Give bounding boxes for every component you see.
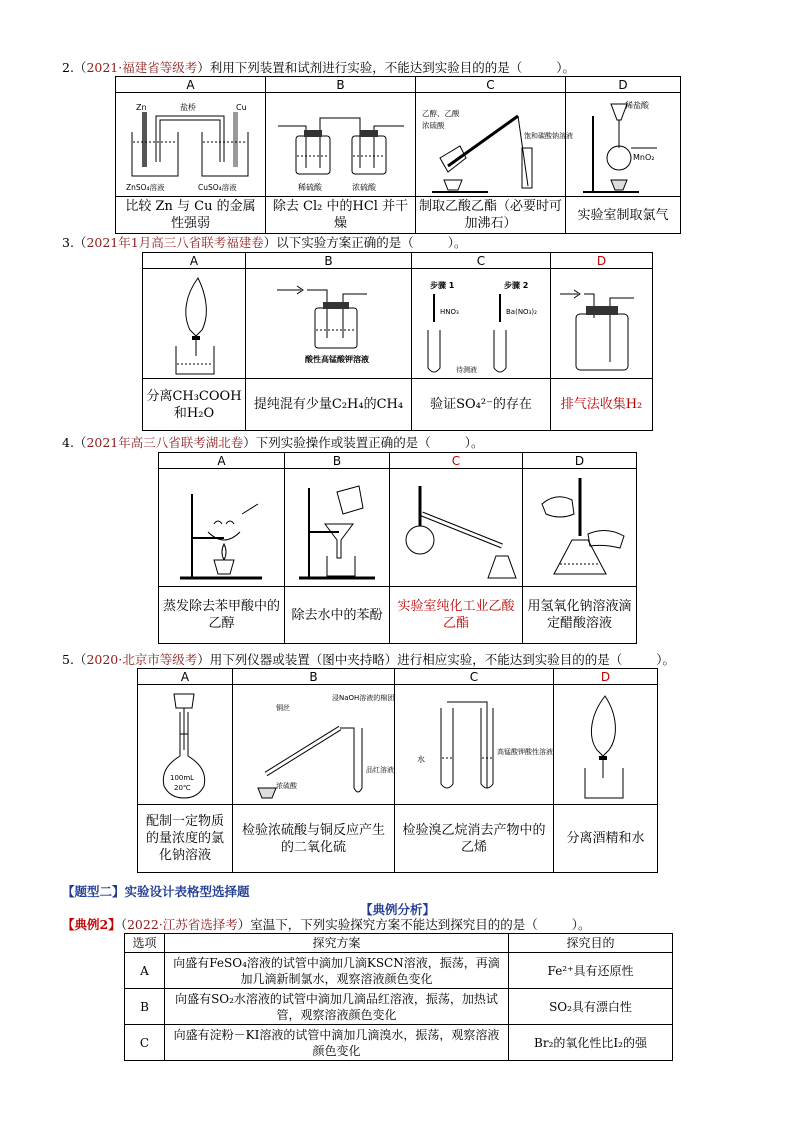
- option-d-caption: 用氢氧化钠溶液滴定醋酸溶液: [523, 587, 637, 644]
- svg-text:ZnSO₄溶液: ZnSO₄溶液: [125, 183, 165, 192]
- svg-text:Cu: Cu: [235, 103, 247, 112]
- gas-washing-bottles-figure: [266, 93, 416, 197]
- galvanic-cell-figure: [116, 93, 266, 197]
- option-b-header: B: [246, 253, 412, 269]
- separatory-funnel-figure: [143, 269, 246, 379]
- example-2-table: [124, 933, 673, 1061]
- option-b-header: B: [266, 77, 416, 93]
- table-cell-goal: Br₂的氧化性比I₂的强: [509, 1025, 673, 1061]
- separatory-funnel-figure: [554, 685, 658, 805]
- example-2-stem: 【典例2】（2022·江苏省选择考）室温下，下列实验探究方案不能达到探究目的的是（ ）。: [62, 917, 591, 932]
- option-c-header: C: [390, 453, 523, 469]
- filtration-figure: [285, 469, 390, 587]
- option-b-caption: 除去水中的苯酚: [285, 587, 390, 644]
- option-a-caption: 分离CH₃COOH和H₂O: [143, 379, 246, 431]
- svg-text:浓硫酸: 浓硫酸: [275, 782, 297, 790]
- svg-text:品红溶液: 品红溶液: [365, 766, 394, 774]
- question-source: 2021年1月高三八省联考福建卷: [86, 235, 264, 250]
- question-3-table: [142, 252, 653, 431]
- question-source: 2020·北京市等级考: [86, 652, 198, 667]
- svg-text:浸NaOH溶液的棉团: 浸NaOH溶液的棉团: [331, 694, 394, 702]
- table-cell-goal: SO₂具有漂白性: [509, 989, 673, 1025]
- svg-text:Ba(NO₃)₂: Ba(NO₃)₂: [506, 308, 537, 316]
- question-source: 2021年高三八省联考湖北卷: [86, 435, 244, 450]
- svg-text:20℃: 20℃: [174, 784, 191, 792]
- svg-text:100mL: 100mL: [170, 774, 195, 782]
- question-2-stem: 2.（2021·福建省等级考）利用下列装置和试剂进行实验，不能达到实验目的的是（ ）。: [62, 60, 576, 75]
- svg-text:铜丝: 铜丝: [275, 704, 290, 712]
- question-2-table: [115, 76, 681, 234]
- svg-text:盐桥: 盐桥: [179, 103, 196, 112]
- option-c-header: C: [412, 253, 551, 269]
- svg-text:稀盐酸: 稀盐酸: [625, 101, 649, 110]
- option-c-caption: 验证SO₄²⁻的存在: [412, 379, 551, 431]
- ethylene-test-figure: [395, 685, 554, 805]
- section-subtitle: 【典例分析】: [360, 902, 436, 917]
- question-4-table: [158, 452, 637, 644]
- option-a-caption: 比较 Zn 与 Cu 的金属性强弱: [116, 197, 266, 234]
- question-5-table: [137, 668, 658, 873]
- svg-text:稀硫酸: 稀硫酸: [297, 183, 322, 192]
- column-header: 探究方案: [165, 934, 509, 953]
- svg-text:饱和碳酸钠溶液: 饱和碳酸钠溶液: [523, 132, 573, 140]
- svg-text:HNO₃: HNO₃: [440, 308, 459, 316]
- option-c-header: C: [395, 669, 554, 685]
- gas-washing-bottle-kmno4-figure: [246, 269, 412, 379]
- svg-text:乙醇、乙酸: 乙醇、乙酸: [421, 109, 459, 118]
- table-cell-plan: 向盛有SO₂水溶液的试管中滴加几滴品红溶液，振荡，加热试管，观察溶液颜色变化: [165, 989, 509, 1025]
- option-c-caption: 制取乙酸乙酯（必要时可加沸石）: [416, 197, 566, 234]
- svg-text:浓硫酸: 浓硫酸: [351, 183, 376, 192]
- option-b-caption: 提纯混有少量C₂H₄的CH₄: [246, 379, 412, 431]
- option-d-header: D: [523, 453, 637, 469]
- gas-collection-bottle-figure: [551, 269, 653, 379]
- option-a-header: A: [143, 253, 246, 269]
- svg-text:步骤 1: 步骤 1: [430, 281, 455, 290]
- copper-sulfuric-acid-figure: [233, 685, 395, 805]
- option-d-caption: 分离酒精和水: [554, 805, 658, 873]
- option-a-caption: 蒸发除去苯甲酸中的乙醇: [159, 587, 285, 644]
- svg-text:高锰酸钾酸性溶液: 高锰酸钾酸性溶液: [497, 748, 553, 756]
- svg-text:CuSO₄溶液: CuSO₄溶液: [197, 183, 237, 192]
- column-header: 选项: [125, 934, 165, 953]
- option-d-caption: 排气法收集H₂: [551, 379, 653, 431]
- option-a-header: A: [159, 453, 285, 469]
- svg-text:Zn: Zn: [135, 103, 147, 112]
- distillation-figure: [390, 469, 523, 587]
- option-d-header: D: [566, 77, 681, 93]
- table-cell-plan: 向盛有FeSO₄溶液的试管中滴加几滴KSCN溶液，振荡，再滴加几滴新制氯水，观察溶液颜色变化: [165, 953, 509, 989]
- option-d-header: D: [554, 669, 658, 685]
- table-cell-plan: 向盛有淀粉－KI溶液的试管中滴加几滴溴水，振荡，观察溶液颜色变化: [165, 1025, 509, 1061]
- sulfate-test-tubes-figure: [412, 269, 551, 379]
- svg-text:步骤 2: 步骤 2: [504, 281, 529, 290]
- question-source: 2022·江苏省选择考: [126, 917, 238, 932]
- column-header: 探究目的: [509, 934, 673, 953]
- table-cell-option: A: [125, 953, 165, 989]
- question-4-stem: 4.（2021年高三八省联考湖北卷）下列实验操作或装置正确的是（ ）。: [62, 435, 484, 450]
- option-a-caption: 配制一定物质的量浓度的氯化钠溶液: [138, 805, 233, 873]
- volumetric-flask-figure: [138, 685, 233, 805]
- section-title: 【题型二】实验设计表格型选择题: [62, 884, 250, 899]
- chlorine-generator-figure: [566, 93, 681, 197]
- option-d-header: D: [551, 253, 653, 269]
- evaporation-figure: [159, 469, 285, 587]
- question-source: 2021·福建省等级考: [86, 60, 198, 75]
- svg-text:MnO₂: MnO₂: [633, 153, 655, 162]
- option-d-caption: 实验室制取氯气: [566, 197, 681, 234]
- option-c-caption: 实验室纯化工业乙酸乙酯: [390, 587, 523, 644]
- svg-text:浓硫酸: 浓硫酸: [421, 121, 444, 130]
- table-cell-option: B: [125, 989, 165, 1025]
- question-3-stem: 3.（2021年1月高三八省联考福建卷）以下实验方案正确的是（ ）。: [62, 235, 467, 250]
- option-a-header: A: [138, 669, 233, 685]
- titration-figure: [523, 469, 637, 587]
- option-b-caption: 除去 Cl₂ 中的HCl 并干燥: [266, 197, 416, 234]
- option-c-caption: 检验溴乙烷消去产物中的乙烯: [395, 805, 554, 873]
- table-cell-option: C: [125, 1025, 165, 1061]
- svg-text:水: 水: [417, 755, 425, 764]
- option-b-caption: 检验浓硫酸与铜反应产生的二氧化硫: [233, 805, 395, 873]
- question-5-stem: 5.（2020·北京市等级考）用下列仪器或装置（图中夹持略）进行相应实验，不能达到实验目的的是（ ）。: [62, 652, 676, 667]
- svg-text:酸性高锰酸钾溶液: 酸性高锰酸钾溶液: [304, 355, 369, 364]
- ester-preparation-figure: [416, 93, 573, 197]
- table-cell-goal: Fe²⁺具有还原性: [509, 953, 673, 989]
- option-b-header: B: [233, 669, 395, 685]
- option-b-header: B: [285, 453, 390, 469]
- option-a-header: A: [116, 77, 266, 93]
- svg-text:待测液: 待测液: [456, 366, 477, 374]
- option-c-header: C: [416, 77, 566, 93]
